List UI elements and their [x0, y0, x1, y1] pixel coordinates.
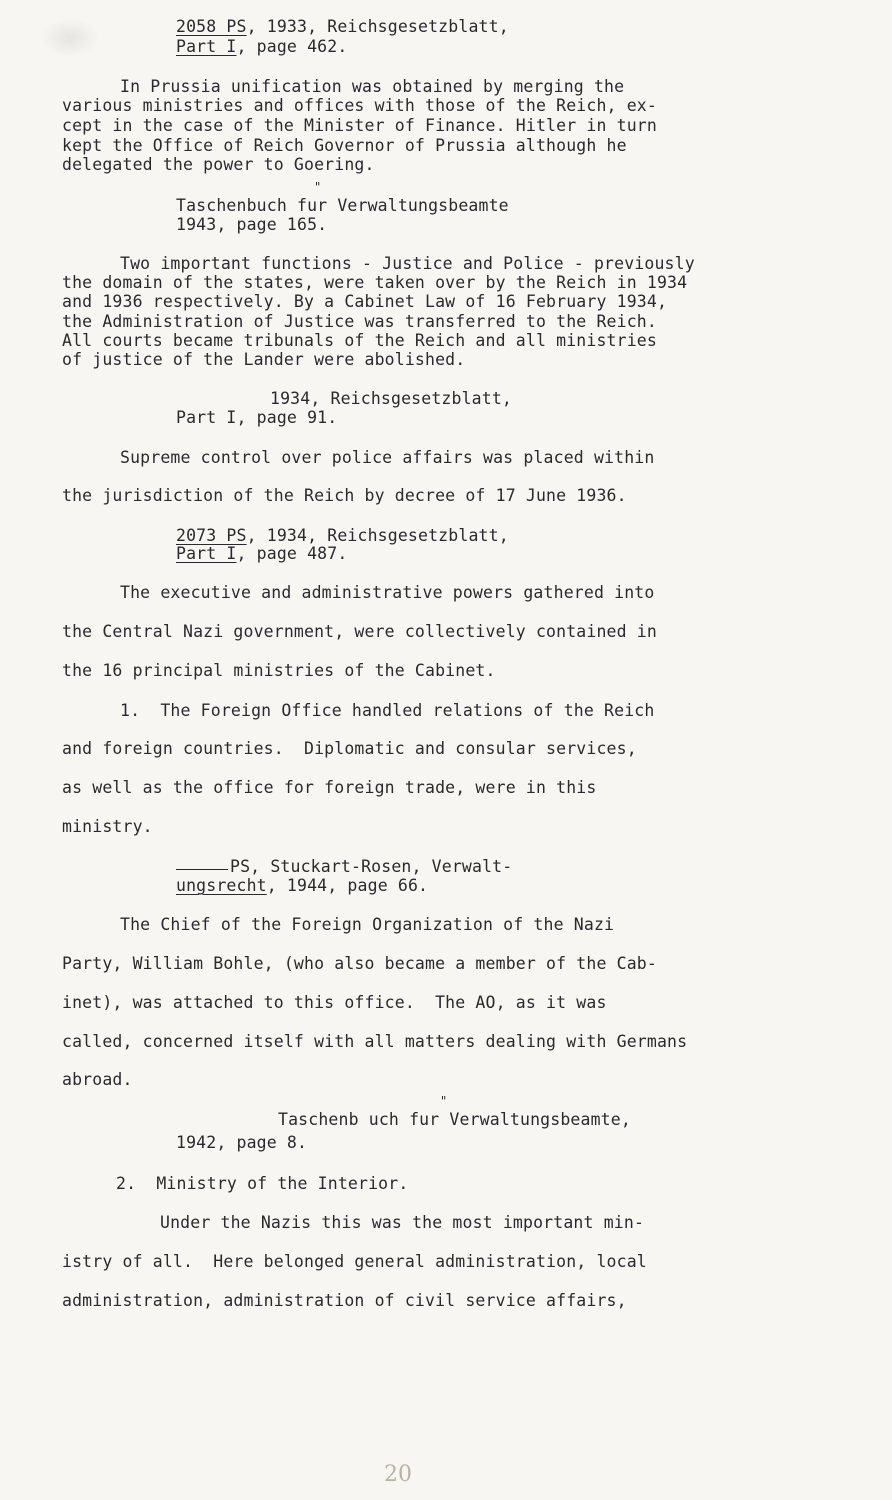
para-bohle-line: inet), was attached to this office. The AO, as it was: [62, 993, 607, 1012]
para-justice-police-line: All courts became tribunals of the Reich and all ministries: [62, 331, 657, 350]
section-heading-interior: 2. Ministry of the Interior.: [116, 1174, 409, 1193]
para-interior-line: istry of all. Here belonged general administration, local: [62, 1252, 647, 1271]
citation-1934-line2: Part I, page 91.: [176, 408, 338, 427]
para-bohle-line: The Chief of the Foreign Organization of the Nazi: [120, 915, 615, 934]
para-executive-line: the 16 principal ministries of the Cabinet.: [62, 661, 496, 680]
para-foreign-office-line: 1. The Foreign Office handled relations of the Reich: [120, 701, 655, 720]
para-prussia-line: In Prussia unification was obtained by merging the: [120, 77, 625, 96]
citation-page: , page 487.: [236, 544, 348, 563]
para-police-line: Supreme control over police affairs was placed within: [120, 448, 655, 467]
umlaut-mark: ": [440, 1094, 448, 1108]
para-foreign-office-line: as well as the office for foreign trade, were in this: [62, 778, 597, 797]
citation-text: , 1933, Reichsgesetzblatt,: [246, 17, 509, 36]
citation-2058ps-line2: [176, 37, 347, 56]
para-justice-police-line: Two important functions - Justice and Police - previously: [120, 254, 695, 273]
citation-text: , 1934, Reichsgesetzblatt,: [246, 526, 509, 545]
citation-part: Part I: [176, 544, 237, 563]
citation-page: , page 462.: [236, 37, 348, 56]
para-interior-line: Under the Nazis this was the most important min-: [160, 1213, 645, 1232]
para-prussia-line: delegated the power to Goering.: [62, 155, 375, 174]
citation-ref: 2073 PS: [176, 526, 247, 545]
para-justice-police-line: and 1936 respectively. By a Cabinet Law of 16 February 1934,: [62, 292, 668, 311]
para-interior-line: administration, administration of civil service affairs,: [62, 1291, 627, 1310]
para-justice-police-line: the Administration of Justice was transferred to the Reich.: [62, 312, 657, 331]
citation-2073ps-line1: [176, 526, 509, 545]
citation-stuckart-line2: [176, 876, 428, 895]
citation-taschenbuch-1942-line2: 1942, page 8.: [176, 1133, 308, 1152]
para-foreign-office-line: and foreign countries. Diplomatic and consular services,: [62, 739, 637, 758]
para-justice-police-line: the domain of the states, were taken over by the Reich in 1934: [62, 273, 688, 292]
para-executive-line: The executive and administrative powers gathered into: [120, 583, 655, 602]
citation-ref: 2058 PS: [176, 17, 247, 36]
para-foreign-office-line: ministry.: [62, 817, 153, 836]
citation-stuckart-line1: [176, 857, 512, 876]
blank-line: [176, 869, 228, 870]
para-police-line: the jurisdiction of the Reich by decree of 17 June 1936.: [62, 486, 627, 505]
para-prussia-line: various ministries and offices with those of the Reich, ex-: [62, 96, 657, 115]
para-bohle-line: Party, William Bohle, (who also became a member of the Cab-: [62, 954, 657, 973]
citation-2073ps-line2: [176, 544, 347, 563]
page-number: 20: [384, 1462, 412, 1487]
citation-2058ps-line1: [176, 17, 509, 36]
citation-text: PS, Stuckart-Rosen, Verwalt-: [230, 857, 513, 876]
para-executive-line: the Central Nazi government, were collectively contained in: [62, 622, 657, 641]
citation-text: , 1944, page 66.: [266, 876, 429, 895]
paper-smudge: [40, 18, 100, 58]
para-prussia-line: kept the Office of Reich Governor of Prussia although he: [62, 136, 627, 155]
citation-1934-line1: 1934, Reichsgesetzblatt,: [270, 389, 513, 408]
citation-taschenbuch-1943-line1: Taschenbuch fur Verwaltungsbeamte: [176, 196, 509, 215]
para-bohle-line: abroad.: [62, 1070, 133, 1089]
citation-part: Part I: [176, 37, 237, 56]
para-bohle-line: called, concerned itself with all matters dealing with Germans: [62, 1032, 688, 1051]
umlaut-mark: ": [314, 180, 322, 194]
para-prussia-line: cept in the case of the Minister of Finance. Hitler in turn: [62, 116, 657, 135]
citation-taschenbuch-1942-line1: Taschenb uch fur Verwaltungsbeamte,: [278, 1110, 631, 1129]
citation-title: ungsrecht: [176, 876, 267, 895]
citation-taschenbuch-1943-line2: 1943, page 165.: [176, 215, 328, 234]
para-justice-police-line: of justice of the Lander were abolished.: [62, 350, 466, 369]
